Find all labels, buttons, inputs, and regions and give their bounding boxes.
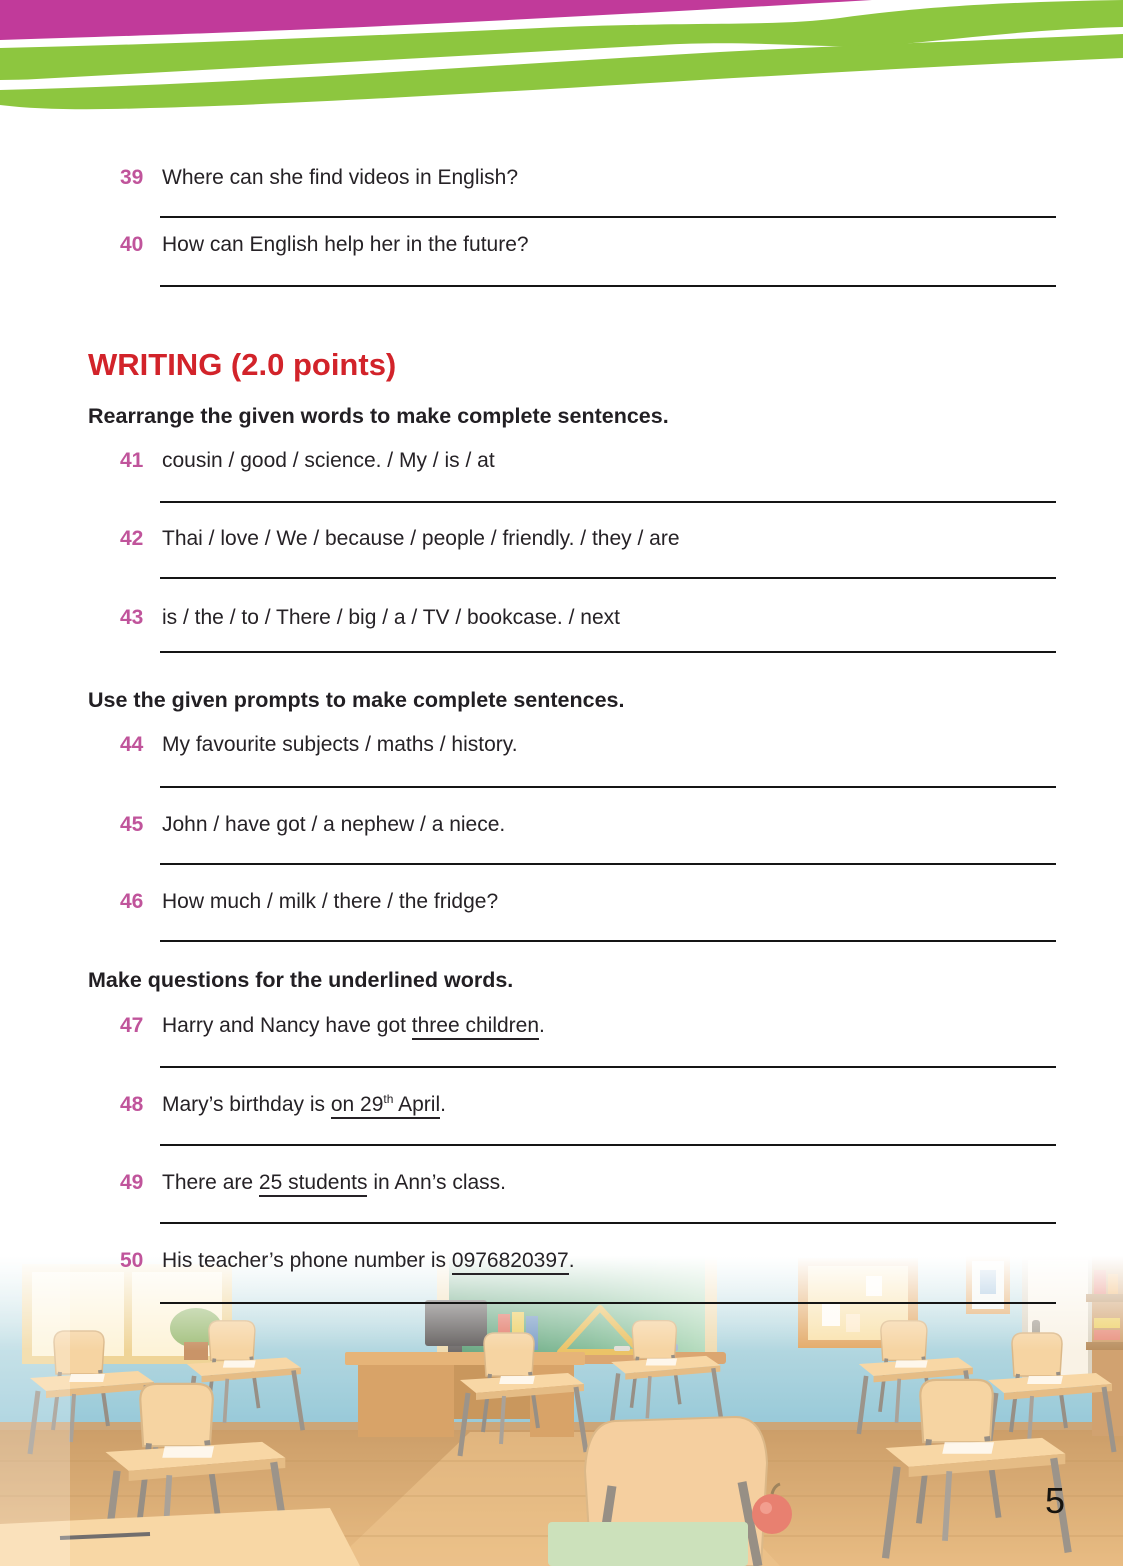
question-text: Harry and Nancy have got three children. — [162, 1014, 545, 1038]
question-text: cousin / good / science. / My / is / at — [162, 449, 495, 472]
question-number: 47 — [120, 1014, 144, 1037]
question-row-48 — [120, 1093, 446, 1117]
writing-section-title: WRITING (2.0 points) — [88, 347, 397, 382]
instruction-prompts: Use the given prompts to make complete sentences. — [88, 688, 625, 712]
answer-line — [160, 1144, 1056, 1146]
question-number: 40 — [120, 233, 144, 256]
underlined-words: on 29th April — [331, 1093, 440, 1119]
answer-line — [160, 577, 1056, 579]
question-text: Thai / love / We / because / people / friendly. / they / are — [162, 527, 680, 550]
question-number: 39 — [120, 166, 144, 189]
question-row-50 — [120, 1249, 575, 1273]
answer-line — [160, 940, 1056, 942]
question-text: How can English help her in the future? — [162, 233, 529, 256]
question-text: Where can she find videos in English? — [162, 166, 519, 189]
question-row-45 — [120, 813, 505, 837]
question-number: 50 — [120, 1249, 144, 1272]
answer-line — [160, 651, 1056, 653]
question-number: 41 — [120, 449, 144, 472]
question-row-44 — [120, 733, 518, 757]
instruction-rearrange: Rearrange the given words to make complete sentences. — [88, 404, 669, 428]
question-number: 46 — [120, 890, 144, 913]
question-row-39 — [120, 166, 518, 190]
question-number: 42 — [120, 527, 144, 550]
question-number: 43 — [120, 606, 144, 629]
question-text: Mary’s birthday is on 29th April. — [162, 1093, 446, 1117]
question-row-40 — [120, 233, 529, 257]
answer-line — [160, 216, 1056, 218]
question-text: His teacher’s phone number is 0976820397. — [162, 1249, 575, 1273]
answer-line — [160, 1222, 1056, 1224]
question-text: My favourite subjects / maths / history. — [162, 733, 518, 756]
question-number: 45 — [120, 813, 144, 836]
answer-line — [160, 1302, 1056, 1304]
question-row-49 — [120, 1171, 506, 1195]
answer-line — [160, 863, 1056, 865]
header-banner — [0, 0, 1123, 112]
question-row-47 — [120, 1014, 545, 1038]
question-text: is / the / to / There / big / a / TV / bookcase. / next — [162, 606, 620, 629]
answer-line — [160, 285, 1056, 287]
underlined-words: three children — [412, 1014, 539, 1040]
question-text: How much / milk / there / the fridge? — [162, 890, 499, 913]
underlined-words: 0976820397 — [452, 1249, 569, 1275]
question-number: 49 — [120, 1171, 144, 1194]
question-text: John / have got / a nephew / a niece. — [162, 813, 506, 836]
question-row-43 — [120, 606, 620, 630]
question-number: 48 — [120, 1093, 144, 1116]
question-row-42 — [120, 527, 680, 551]
question-text: There are 25 students in Ann’s class. — [162, 1171, 506, 1195]
page-number: 5 — [1045, 1480, 1066, 1521]
answer-line — [160, 786, 1056, 788]
ordinal-suffix: th — [383, 1092, 394, 1106]
answer-line — [160, 501, 1056, 503]
instruction-underlined: Make questions for the underlined words. — [88, 968, 514, 992]
question-row-41 — [120, 449, 495, 473]
question-row-46 — [120, 890, 498, 914]
question-number: 44 — [120, 733, 144, 756]
underlined-words: 25 students — [259, 1171, 368, 1197]
answer-line — [160, 1066, 1056, 1068]
